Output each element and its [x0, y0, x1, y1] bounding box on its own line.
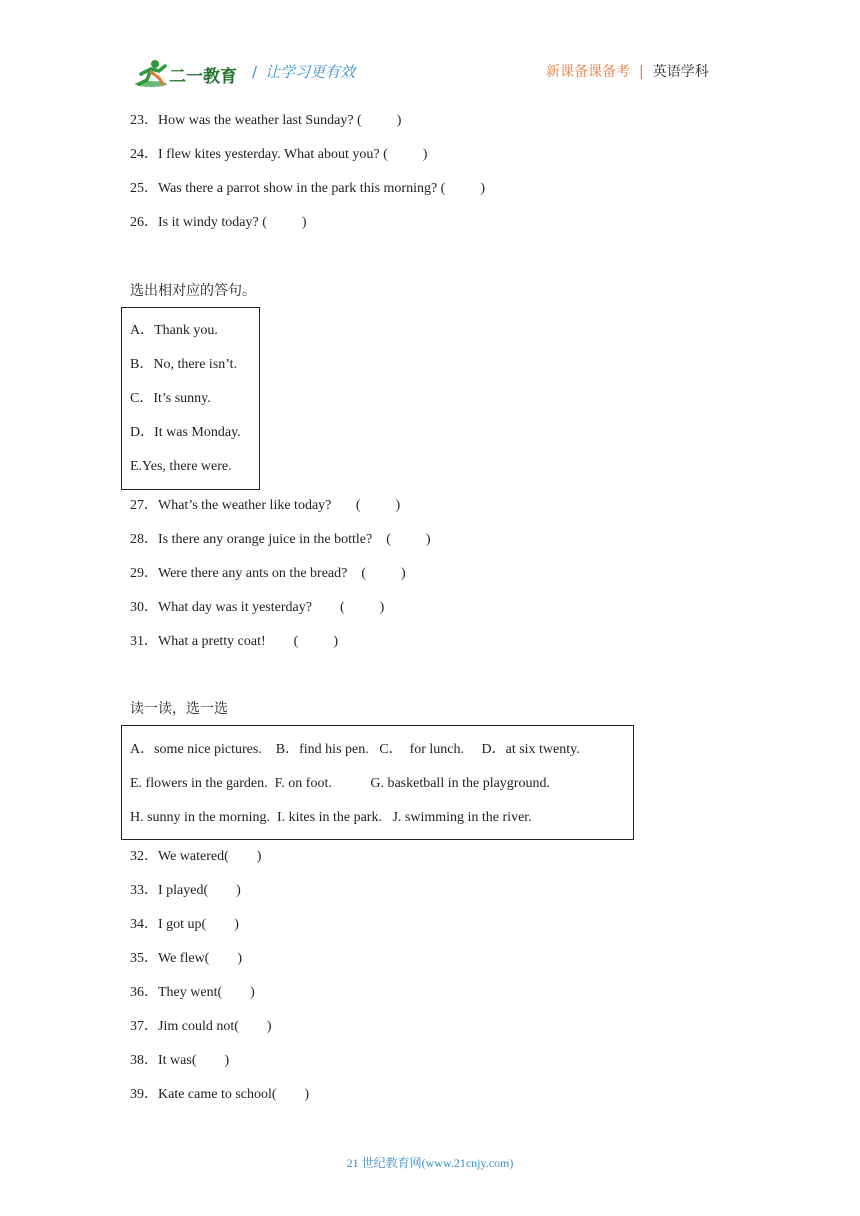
option-b: B．No, there isn’t.	[130, 357, 238, 372]
question-37: 37．Jim could not( )	[130, 1019, 272, 1034]
question-39: 39．Kate came to school( )	[130, 1087, 310, 1102]
question-28: 28．Is there any orange juice in the bottle? ( )	[130, 532, 431, 547]
slogan-text: 让学习更有效	[265, 63, 356, 81]
page-footer: 21 世纪教育网(www.21cnjy.com)	[346, 1156, 514, 1170]
header-subject	[546, 61, 709, 81]
phrase-options-row-3: H. sunny in the morning. I. kites in the park. J. swimming in the river.	[130, 810, 532, 825]
question-29: 29．Were there any ants on the bread? ( )	[130, 566, 406, 581]
question-35: 35．We flew( )	[130, 951, 243, 966]
phrase-options-row-2: E. flowers in the garden. F. on foot. G. basketball in the playground.	[130, 776, 550, 791]
option-c: C．It’s sunny.	[130, 391, 211, 406]
question-23: 23．How was the weather last Sunday? ( )	[130, 113, 402, 128]
question-27: 27．What’s the weather like today? ( )	[130, 498, 401, 513]
question-34: 34．I got up( )	[130, 917, 239, 932]
option-e: E.Yes, there were.	[130, 459, 232, 474]
question-24: 24．I flew kites yesterday. What about you? ( )	[130, 147, 428, 162]
question-36: 36．They went( )	[130, 985, 255, 1000]
section2-title: 选出相对应的答句。	[130, 283, 256, 299]
question-31: 31．What a pretty coat! ( )	[130, 634, 338, 649]
phrase-options-box	[121, 725, 634, 840]
logo-text: 二一教育	[169, 67, 237, 87]
header-course-label: 新课备课备考	[546, 64, 630, 80]
slogan-separator: /	[252, 63, 258, 81]
question-38: 38．It was( )	[130, 1053, 230, 1068]
option-d: D．It was Monday.	[130, 425, 241, 440]
option-a: A．Thank you.	[130, 323, 218, 338]
section3-title: 读一读，选一选	[130, 701, 228, 717]
header-subject-label: 英语学科	[652, 64, 709, 80]
slogan	[252, 61, 355, 82]
question-33: 33．I played( )	[130, 883, 241, 898]
question-25: 25．Was there a parrot show in the park this morning? ( )	[130, 181, 486, 196]
question-30: 30．What day was it yesterday? ( )	[130, 600, 385, 615]
logo	[133, 56, 243, 90]
page-header	[0, 0, 860, 100]
answer-options-box	[121, 307, 260, 490]
question-26: 26．Is it windy today? ( )	[130, 215, 307, 230]
phrase-options-row-1: A．some nice pictures. B．find his pen. C． for lunch. D．at six twenty.	[130, 742, 580, 757]
header-divider: |	[639, 64, 644, 80]
question-32: 32．We watered( )	[130, 849, 262, 864]
